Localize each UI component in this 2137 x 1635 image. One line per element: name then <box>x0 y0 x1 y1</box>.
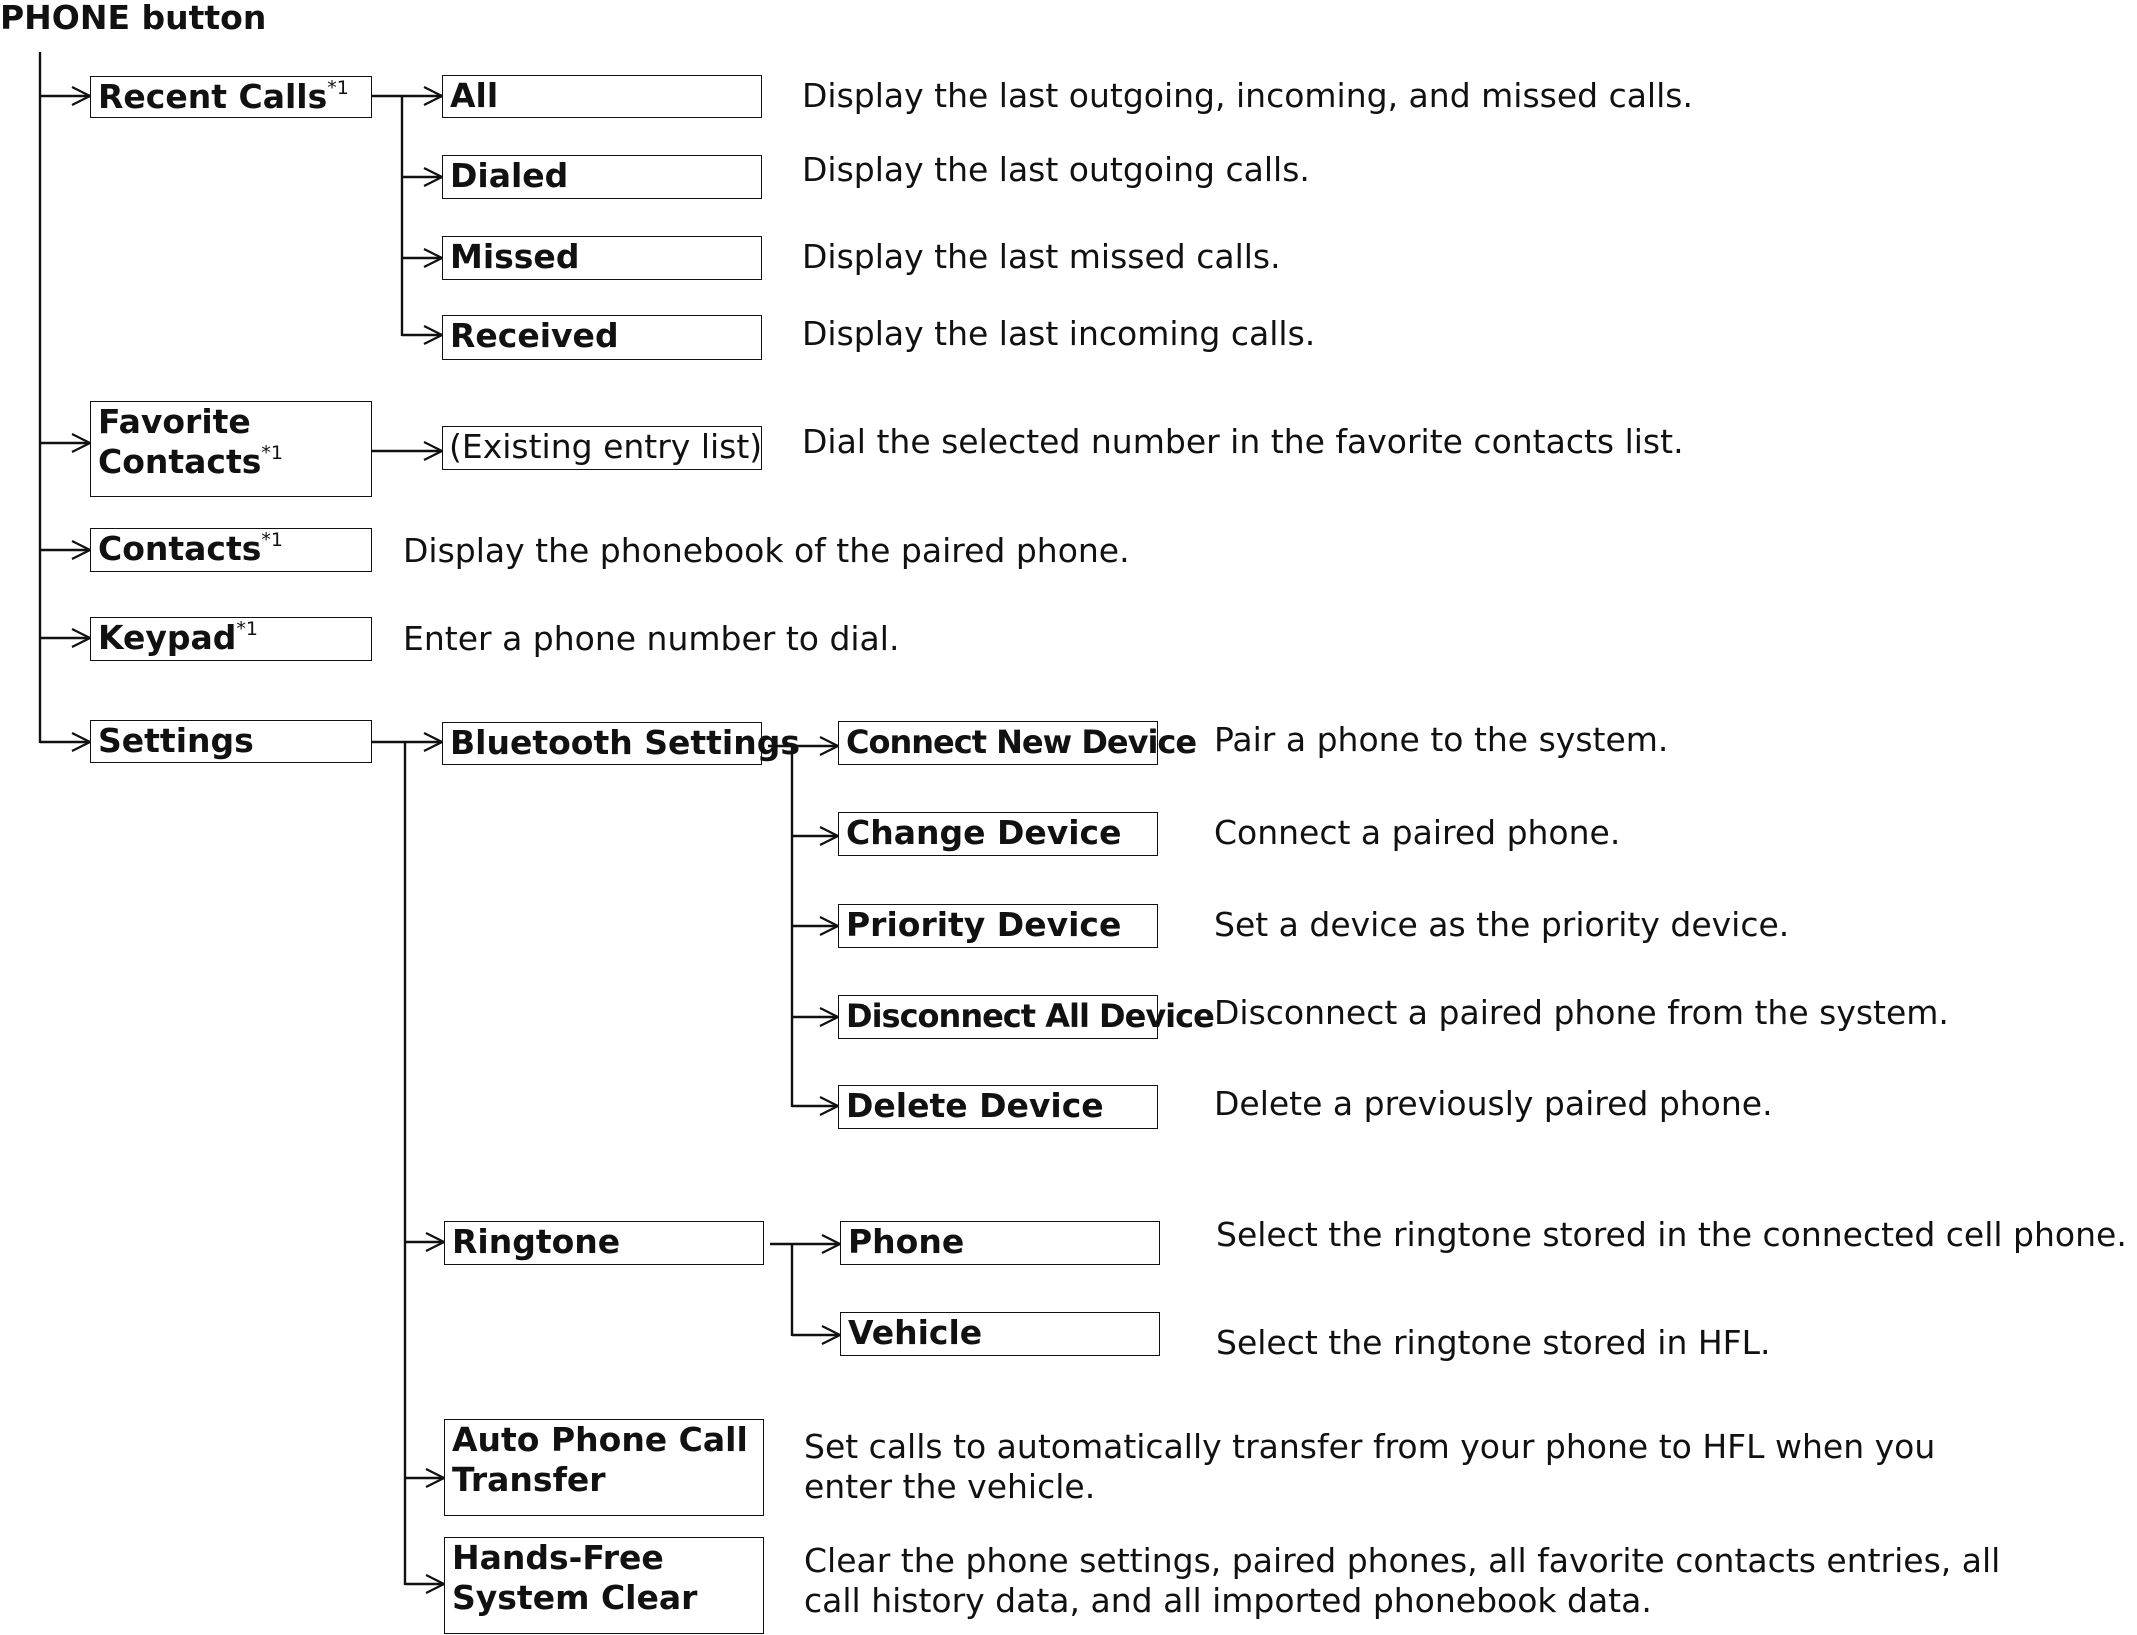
delete-device-description: Delete a previously paired phone. <box>1214 1084 1773 1123</box>
existing-entry-list-description: Dial the selected number in the favorite contacts list. <box>802 422 1684 461</box>
all-description: Display the last outgoing, incoming, and missed calls. <box>802 76 1693 115</box>
ringtone-vehicle-description: Select the ringtone stored in HFL. <box>1216 1323 1771 1362</box>
received-description: Display the last incoming calls. <box>802 314 1316 353</box>
all-box[interactable]: All <box>442 75 762 118</box>
settings-label: Settings <box>98 721 254 760</box>
priority-device-box[interactable]: Priority Device <box>838 904 1158 948</box>
settings-box[interactable] <box>90 720 372 763</box>
ringtone-phone-box[interactable]: Phone <box>840 1221 1160 1265</box>
hands-free-system-clear-description: Clear the phone settings, paired phones, all favorite contacts entries, all call history data, and all imported phonebook data. <box>804 1541 2001 1620</box>
hands-free-system-clear-box[interactable]: Hands-Free System Clear <box>444 1537 764 1634</box>
delete-device-box[interactable]: Delete Device <box>838 1085 1158 1129</box>
contacts-label: Contacts <box>98 529 262 568</box>
footnote-mark: *1 <box>327 77 349 99</box>
disconnect-all-device-description: Disconnect a paired phone from the system. <box>1214 993 1949 1032</box>
existing-entry-list-label: (Existing entry list) <box>449 427 763 466</box>
ringtone-box[interactable]: Ringtone <box>444 1221 764 1265</box>
dialed-description: Display the last outgoing calls. <box>802 150 1310 189</box>
contacts-box[interactable] <box>90 528 372 572</box>
footnote-mark: *1 <box>236 618 258 640</box>
received-box[interactable]: Received <box>442 315 762 360</box>
missed-description: Display the last missed calls. <box>802 237 1281 276</box>
connect-new-device-description: Pair a phone to the system. <box>1214 720 1669 759</box>
keypad-label: Keypad <box>98 618 237 657</box>
favorite-contacts-box[interactable] <box>90 401 372 497</box>
priority-device-description: Set a device as the priority device. <box>1214 905 1790 944</box>
existing-entry-list-box[interactable] <box>442 426 762 470</box>
auto-phone-call-transfer-description: Set calls to automatically transfer from your phone to HFL when you enter the vehicle. <box>804 1427 1936 1506</box>
keypad-description: Enter a phone number to dial. <box>403 619 900 658</box>
footnote-mark: *1 <box>261 442 283 464</box>
disconnect-all-device-box[interactable]: Disconnect All Device <box>838 995 1158 1039</box>
change-device-description: Connect a paired phone. <box>1214 813 1621 852</box>
recent-calls-label: Recent Calls <box>98 77 328 116</box>
missed-box[interactable]: Missed <box>442 236 762 280</box>
favorite-contacts-label: Favorite Contacts <box>98 402 262 481</box>
change-device-box[interactable]: Change Device <box>838 812 1158 856</box>
keypad-box[interactable] <box>90 617 372 661</box>
recent-calls-box[interactable] <box>90 76 372 118</box>
dialed-box[interactable]: Dialed <box>442 155 762 199</box>
footnote-mark: *1 <box>261 529 283 551</box>
contacts-description: Display the phonebook of the paired phone. <box>403 531 1130 570</box>
bluetooth-settings-box[interactable]: Bluetooth Settings <box>442 722 762 765</box>
auto-phone-call-transfer-box[interactable]: Auto Phone Call Transfer <box>444 1419 764 1516</box>
ringtone-vehicle-box[interactable]: Vehicle <box>840 1312 1160 1356</box>
phone-button-header: PHONE button <box>0 0 267 37</box>
ringtone-phone-description: Select the ringtone stored in the connected cell phone. <box>1216 1215 2127 1254</box>
connect-new-device-box[interactable]: Connect New Device <box>838 721 1158 765</box>
